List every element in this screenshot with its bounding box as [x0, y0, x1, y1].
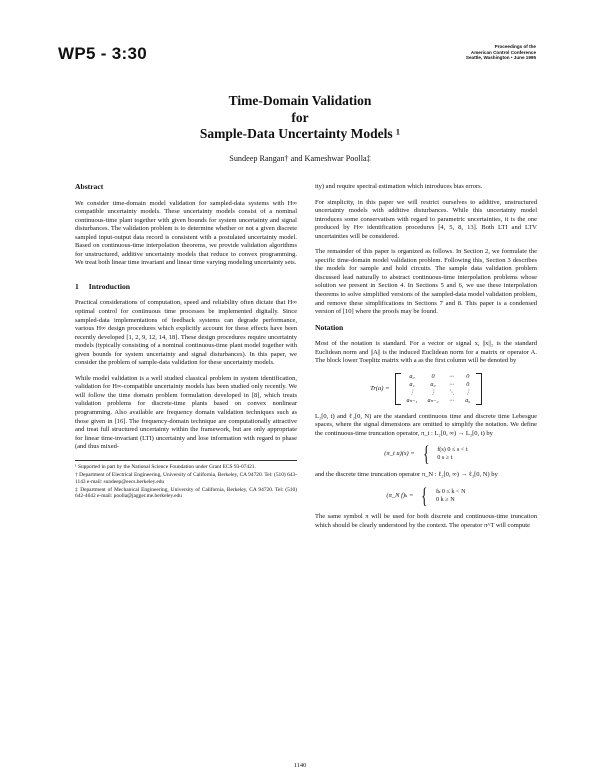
intro-paragraph: While model validation is a well studied classical problem in system identification, validation for H∞-compatible uncertainty models has been studied only recently. We will follow the time domain problem formulation developed in [8], which treats validation problems for discrete-time plants based on convex nonlinear programming. Also available are frequency domain validation techniques such as those given in [16]. The frequency-domain technique are computationally attractive and treat full structured uncertainty within the framework, but are only appropriate for linear time-invariant (LTI) uncertainty and lose information with regard to phase (and thus mixed-: [75, 374, 297, 451]
matrix-row: [401, 389, 475, 397]
matrix-cell: 0: [431, 372, 435, 380]
toeplitz-equation: [315, 373, 537, 405]
discrete-truncation-equation: [315, 483, 537, 509]
equation-label: (π_N f)ₖ =: [386, 491, 414, 499]
body-paragraph: For simplicity, in this paper we will restrict ourselves to additive, unstructured uncertainty models with additive disturbances. While this uncertainty model introduces some conservatism with regard to parametric uncertainties, it is the one produced by H∞ identification procedures [4, 5, 8, 13]. Both LTI and LTV uncertainties will be considered.: [315, 198, 537, 240]
equation-label: Tr(a) =: [370, 384, 390, 392]
abstract-heading: Abstract: [75, 182, 104, 191]
matrix-cell: a₁: [409, 380, 415, 388]
equation-cases: [437, 446, 467, 462]
abstract-text: We consider time-domain model validation for sampled-data systems with H∞ compatible uncertainty models. These uncertainty models consist of a nominal continuous-time plant together with given bounds for system uncertainty and signal disturbances. The validation problem is to determine whether or not a given discrete sampled input-output data record is consistent with a postulated uncertainty model. Based on continuous-time interpolation theorems, we provide validation algorithms for unstructured, additive uncertainty models that reduce to convex programming. We treat both linear time invariant and linear time varying modeling uncertainty sets.: [75, 199, 297, 267]
matrix-cell: ···: [449, 380, 454, 388]
footnotes: [75, 460, 297, 500]
title-line: Time-Domain Validation: [228, 93, 372, 108]
notation-paragraph: Most of the notation is standard. For a vector or signal x, ||x||₂ is the standard Euclidean norm and ||A|| is the induced Euclidean norm for a matrix or operator A. The block lower Toeplitz matrix with a as the first column will be denoted by: [315, 340, 537, 365]
page-number: 1140: [293, 762, 307, 769]
notation-paragraph: The same symbol π will be used for both discrete and continuous-time truncation which should be clearly understood by the context. The operator π^T will compute: [315, 513, 537, 529]
notation-paragraph: and the discrete time truncation operator π_N : ℓ₂[0, ∞) → ℓ₂[0, N) by: [315, 471, 498, 479]
title-line: Sample-Data Uncertainty Models ¹: [199, 126, 401, 141]
footnote: † Department of Electrical Engineering, University of California, Berkeley, CA 94720. Tel: (510) 643-1143 e-mail: sundeep@eecs.berkeley.edu: [75, 472, 297, 485]
body-paragraph: The remainder of this paper is organized as follows. In Section 2, we formulate the specific time-domain model validation problem. Following this, Section 3 describes the models for sample and hold circuits. The sample data validation problem discussed lead naturally to abstract continuous-time interpolation problems whose solution we present in Section 4. In Sections 5 and 6, we use these interpolation theorems to solve simplified versions of the sampled-data model validation problem, and remove these simplifications in Sections 7 and 8. This paper is a condensed version of [10] where the proofs may be found.: [315, 248, 537, 316]
matrix-cell: ···: [449, 396, 454, 404]
notation-paragraph: L₂[0, t) and ℓ₂[0, N) are the standard continuous time and discrete time Lebesgue spaces, where the signal dimensions are omitted to simplify the notation. We define the continuous-time truncation operator, π_t : L₂[0, ∞) → L₂[0, t) by: [315, 412, 537, 437]
footnote: ¹ Supported in part by the National Science Foundation under Grant ECS 93-07421.: [75, 463, 256, 470]
section-number: 1: [75, 281, 79, 291]
matrix-cell: ⋮: [429, 388, 437, 396]
matrix-cell: 0: [466, 380, 470, 388]
truncation-equation: [315, 441, 537, 467]
footnote: ‡ Department of Mechanical Engineering, University of California, Berkeley, CA 94720. Tel: (510) 642-4642 e-mail: poolla@jagger.me.berkeley.edu: [75, 486, 297, 500]
left-brace-icon: {: [421, 483, 428, 509]
toeplitz-matrix: [395, 373, 481, 405]
matrix-cell: ⋮: [464, 388, 471, 396]
matrix-row: [401, 373, 475, 381]
matrix-cell: ⋱: [448, 388, 455, 396]
continued-text: ity) and require spectral estimation which introduces bias errors.: [315, 183, 483, 190]
right-column: [315, 183, 537, 537]
matrix-cell: a₀: [465, 396, 471, 404]
matrix-cell: aₙ₋₂: [427, 396, 439, 404]
matrix-cell: ⋮: [408, 388, 416, 396]
authors: Sundeep Rangan† and Kameshwar Poolla‡: [229, 154, 371, 163]
matrix-cell: a₀: [409, 372, 415, 380]
proceedings-line: American Control Conference: [470, 49, 536, 55]
matrix-cell: ···: [449, 372, 454, 380]
proceedings-line: Proceedings of the: [494, 44, 536, 49]
equation-case: 0 s ≥ t: [437, 454, 453, 462]
equation-case: f(s) 0 ≤ s < t: [437, 446, 468, 454]
left-brace-icon: {: [422, 441, 430, 467]
matrix-cell: a₀: [430, 380, 436, 388]
paper-title: [0, 93, 600, 143]
proceedings-info: [466, 44, 536, 61]
matrix-row: [401, 381, 475, 389]
intro-paragraph: Practical considerations of computation, speed and reliability often dictate that H∞ optimal control for continuous time processes be implemented digitally. Since sampled-data implementations of feedback systems can degrade performance, various H∞ design procedures which explicitly account for these effects have been recently developed [1, 2, 9, 12, 14, 18]. These design procedures require uncertainty models (typically consisting of a nominal continuous-time plant model together with given bounds for system uncertainty and signal disturbances). In this paper, we consider the problem of sample-data validation for these uncertainty models.: [75, 299, 297, 367]
matrix-cell: aₙ₋₁: [406, 396, 418, 404]
notation-heading: Notation: [315, 322, 344, 332]
matrix-row: [401, 397, 475, 405]
left-column: [75, 183, 297, 502]
title-line: for: [291, 109, 309, 125]
matrix-cell: 0: [466, 372, 470, 380]
introduction-heading: [75, 283, 297, 292]
equation-case: fₖ 0 ≤ k < N: [435, 488, 466, 496]
proceedings-line: Seattle, Washington • June 1995: [465, 55, 536, 61]
equation-label: (π_t u)(s) =: [384, 450, 415, 458]
session-code: WP5 - 3:30: [58, 44, 147, 63]
equation-cases: [436, 488, 466, 504]
equation-case: 0 k ≥ N: [435, 496, 455, 504]
section-title: Introduction: [88, 281, 131, 291]
